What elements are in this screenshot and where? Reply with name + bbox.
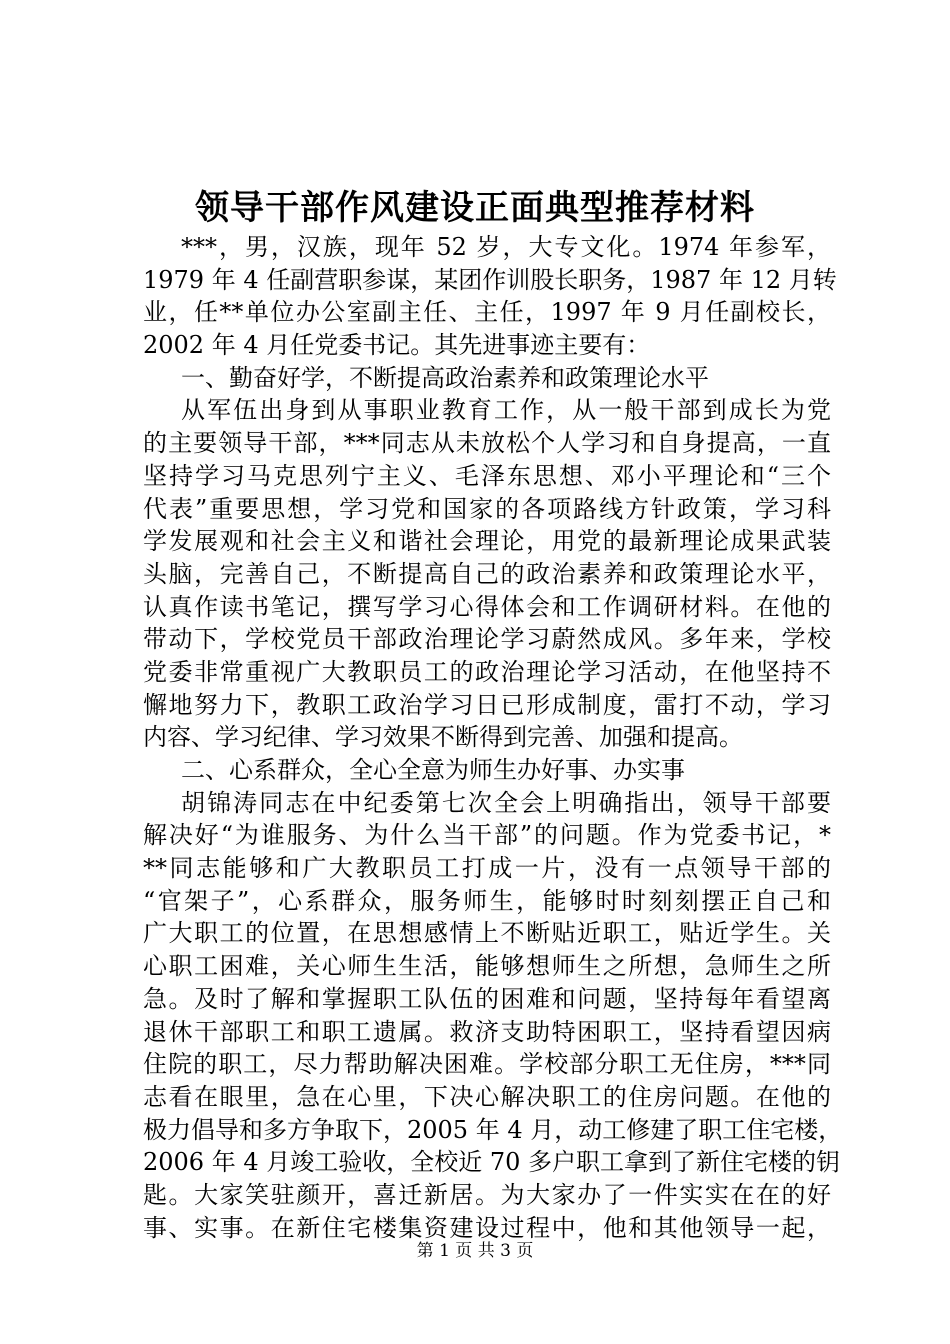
body-line: 带动下，学校党员干部政治理论学习蔚然成风。多年来，学校 xyxy=(143,625,831,654)
body-line: 心职工困难，关心师生生活，能够想师生之所想，急师生之所 xyxy=(143,952,831,981)
body-line: 急。及时了解和掌握职工队伍的困难和问题，坚持每年看望离 xyxy=(143,984,831,1013)
body-line: 志看在眼里，急在心里，下决心解决职工的住房问题。在他的 xyxy=(143,1082,831,1111)
body-line: “官架子”，心系群众，服务师生，能够时时刻刻摆正自己和 xyxy=(143,886,831,915)
body-line: 住院的职工，尽力帮助解决困难。学校部分职工无住房，***同 xyxy=(143,1050,831,1079)
document-title: 领导干部作风建设正面典型推荐材料 xyxy=(195,188,755,228)
body-line: 从军伍出身到从事职业教育工作，从一般干部到成长为党 xyxy=(181,396,831,425)
body-line: 极力倡导和多方争取下，2005 年 4 月，动工修建了职工住宅楼， xyxy=(143,1115,843,1144)
body-line: 头脑，完善自己，不断提高自己的政治素养和政策理论水平， xyxy=(143,559,831,588)
body-line: 内容、学习纪律、学习效果不断得到完善、加强和提高。 xyxy=(143,723,743,752)
body-line: 认真作读书笔记，撰写学习心得体会和工作调研材料。在他的 xyxy=(143,592,831,621)
body-line: 业，任**单位办公室副主任、主任，1997 年 9 月任副校长， xyxy=(143,298,831,327)
body-line: 坚持学习马克思列宁主义、毛泽东思想、邓小平理论和“三个 xyxy=(143,461,831,490)
body-line: 匙。大家笑驻颜开，喜迁新居。为大家办了一件实实在在的好 xyxy=(143,1180,831,1209)
page-footer: 第 1 页 共 3 页 xyxy=(416,1241,534,1261)
body-line: 2002 年 4 月任党委书记。其先进事迹主要有： xyxy=(143,331,651,360)
body-line: ***，男，汉族，现年 52 岁，大专文化。1974 年参军， xyxy=(181,233,831,261)
section-heading: 一、勤奋好学，不断提高政治素养和政策理论水平 xyxy=(181,363,709,392)
body-line: 懈地努力下，教职工政治学习日已形成制度，雷打不动，学习 xyxy=(143,690,831,719)
body-line: 广大职工的位置，在思想感情上不断贴近职工，贴近学生。关 xyxy=(143,919,831,948)
body-line: 解决好“为谁服务、为什么当干部”的问题。作为党委书记，* xyxy=(143,821,831,850)
body-line: 的主要领导干部，***同志从未放松个人学习和自身提高，一直 xyxy=(143,429,831,458)
body-line: **同志能够和广大教职员工打成一片，没有一点领导干部的 xyxy=(143,854,831,883)
document-body xyxy=(143,231,843,1244)
body-line: 代表”重要思想，学习党和国家的各项路线方针政策，学习科 xyxy=(143,494,831,523)
body-line: 胡锦涛同志在中纪委第七次全会上明确指出，领导干部要 xyxy=(181,788,831,817)
body-line: 退休干部职工和职工遗属。救济支助特困职工，坚持看望因病 xyxy=(143,1017,831,1046)
body-line: 党委非常重视广大教职员工的政治理论学习活动，在他坚持不 xyxy=(143,657,831,686)
body-line: 学发展观和社会主义和谐社会理论，用党的最新理论成果武装 xyxy=(143,527,831,556)
body-line: 2006 年 4 月竣工验收，全校近 70 多户职工拿到了新住宅楼的钥 xyxy=(143,1148,841,1177)
body-line: 事、实事。在新住宅楼集资建设过程中，他和其他领导一起， xyxy=(143,1213,831,1242)
body-line: 1979 年 4 任副营职参谋，某团作训股长职务，1987 年 12 月转 xyxy=(143,265,837,294)
section-heading: 二、心系群众，全心全意为师生办好事、办实事 xyxy=(181,756,685,784)
